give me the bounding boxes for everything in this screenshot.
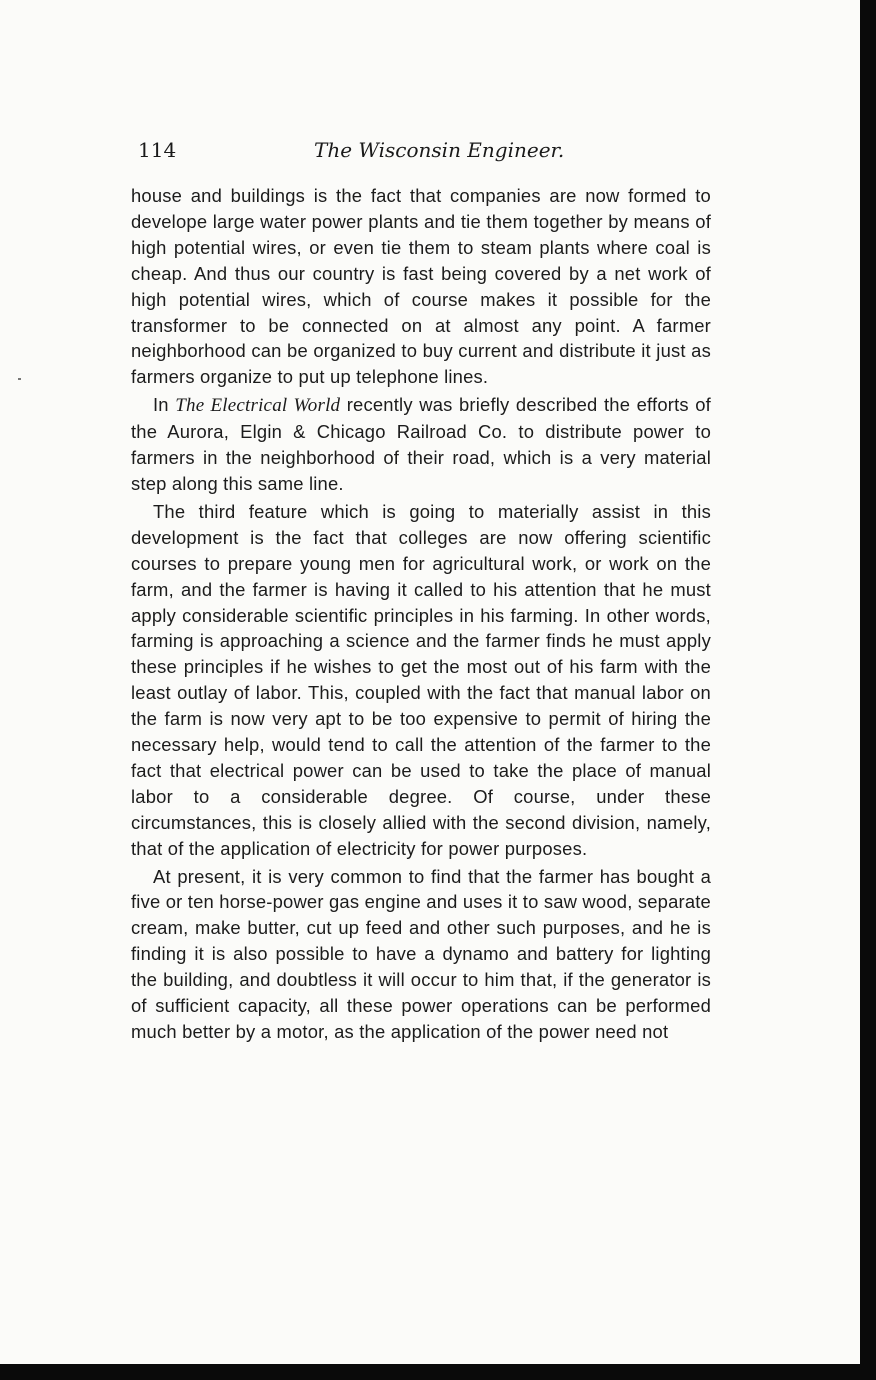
paragraph-1: house and buildings is the fact that companies are now formed to develope large water power plants and tie them together by means of high potential wires, or even tie them to steam plants where coal is cheap. And thus our country is fast being covered by a net work of high potential wires, which of course makes it possible for the transformer to be connected on at almost any point. A farmer neighborhood can be organized to buy current and distribute it just as farmers organize to put up telephone lines.	[131, 185, 711, 388]
paragraph-2	[131, 392, 711, 497]
page-header	[138, 138, 718, 168]
paragraph-3: The third feature which is going to materially assist in this development is the fact that colleges are now offering scientific courses to prepare young men for agricultural work, or work on the farm, and the farmer is having it called to his attention that he must apply considerable scientific principles in his farming. In other words, farming is approaching a science and the farmer finds he must apply these principles if he wishes to get the most out of his farm with the least outlay of labor. This, coupled with the fact that manual labor on the farm is now very apt to be too expensive to permit of hiring the necessary help, would tend to call the attention of the farmer to the fact that electrical power can be used to take the place of manual labor to a considerable degree. Of course, under these circumstances, this is closely allied with the second division, namely, that of the application of electricity for power purposes.	[131, 500, 711, 859]
page-number: 114	[138, 138, 177, 162]
article-body	[131, 183, 711, 1045]
scan-speck	[18, 378, 21, 380]
paragraph-4: At present, it is very common to find that the farmer has bought a five or ten horse-power gas engine and uses it to saw wood, separate cream, make butter, cut up feed and other such purposes, and he is finding it is also possible to have a dynamo and battery for lighting the building, and doubtless it will occur to him that, if the generator is of sufficient capacity, all these power operations can be performed much better by a motor, as the application of the power need not	[131, 865, 711, 1042]
publication-title: The Electrical World	[175, 395, 341, 417]
scan-border-bottom	[0, 1364, 876, 1380]
paragraph-2-lead: In	[153, 394, 176, 416]
running-title: The Wisconsin Engineer.	[314, 138, 565, 162]
paragraph-2-rest: recently was briefly described the efforts of the Aurora, Elgin & Chicago Railroad Co. to distribute power to farmers in the neighborhood of their road, which is a very material step along this same line.	[131, 394, 711, 494]
scan-border-right	[860, 0, 876, 1380]
